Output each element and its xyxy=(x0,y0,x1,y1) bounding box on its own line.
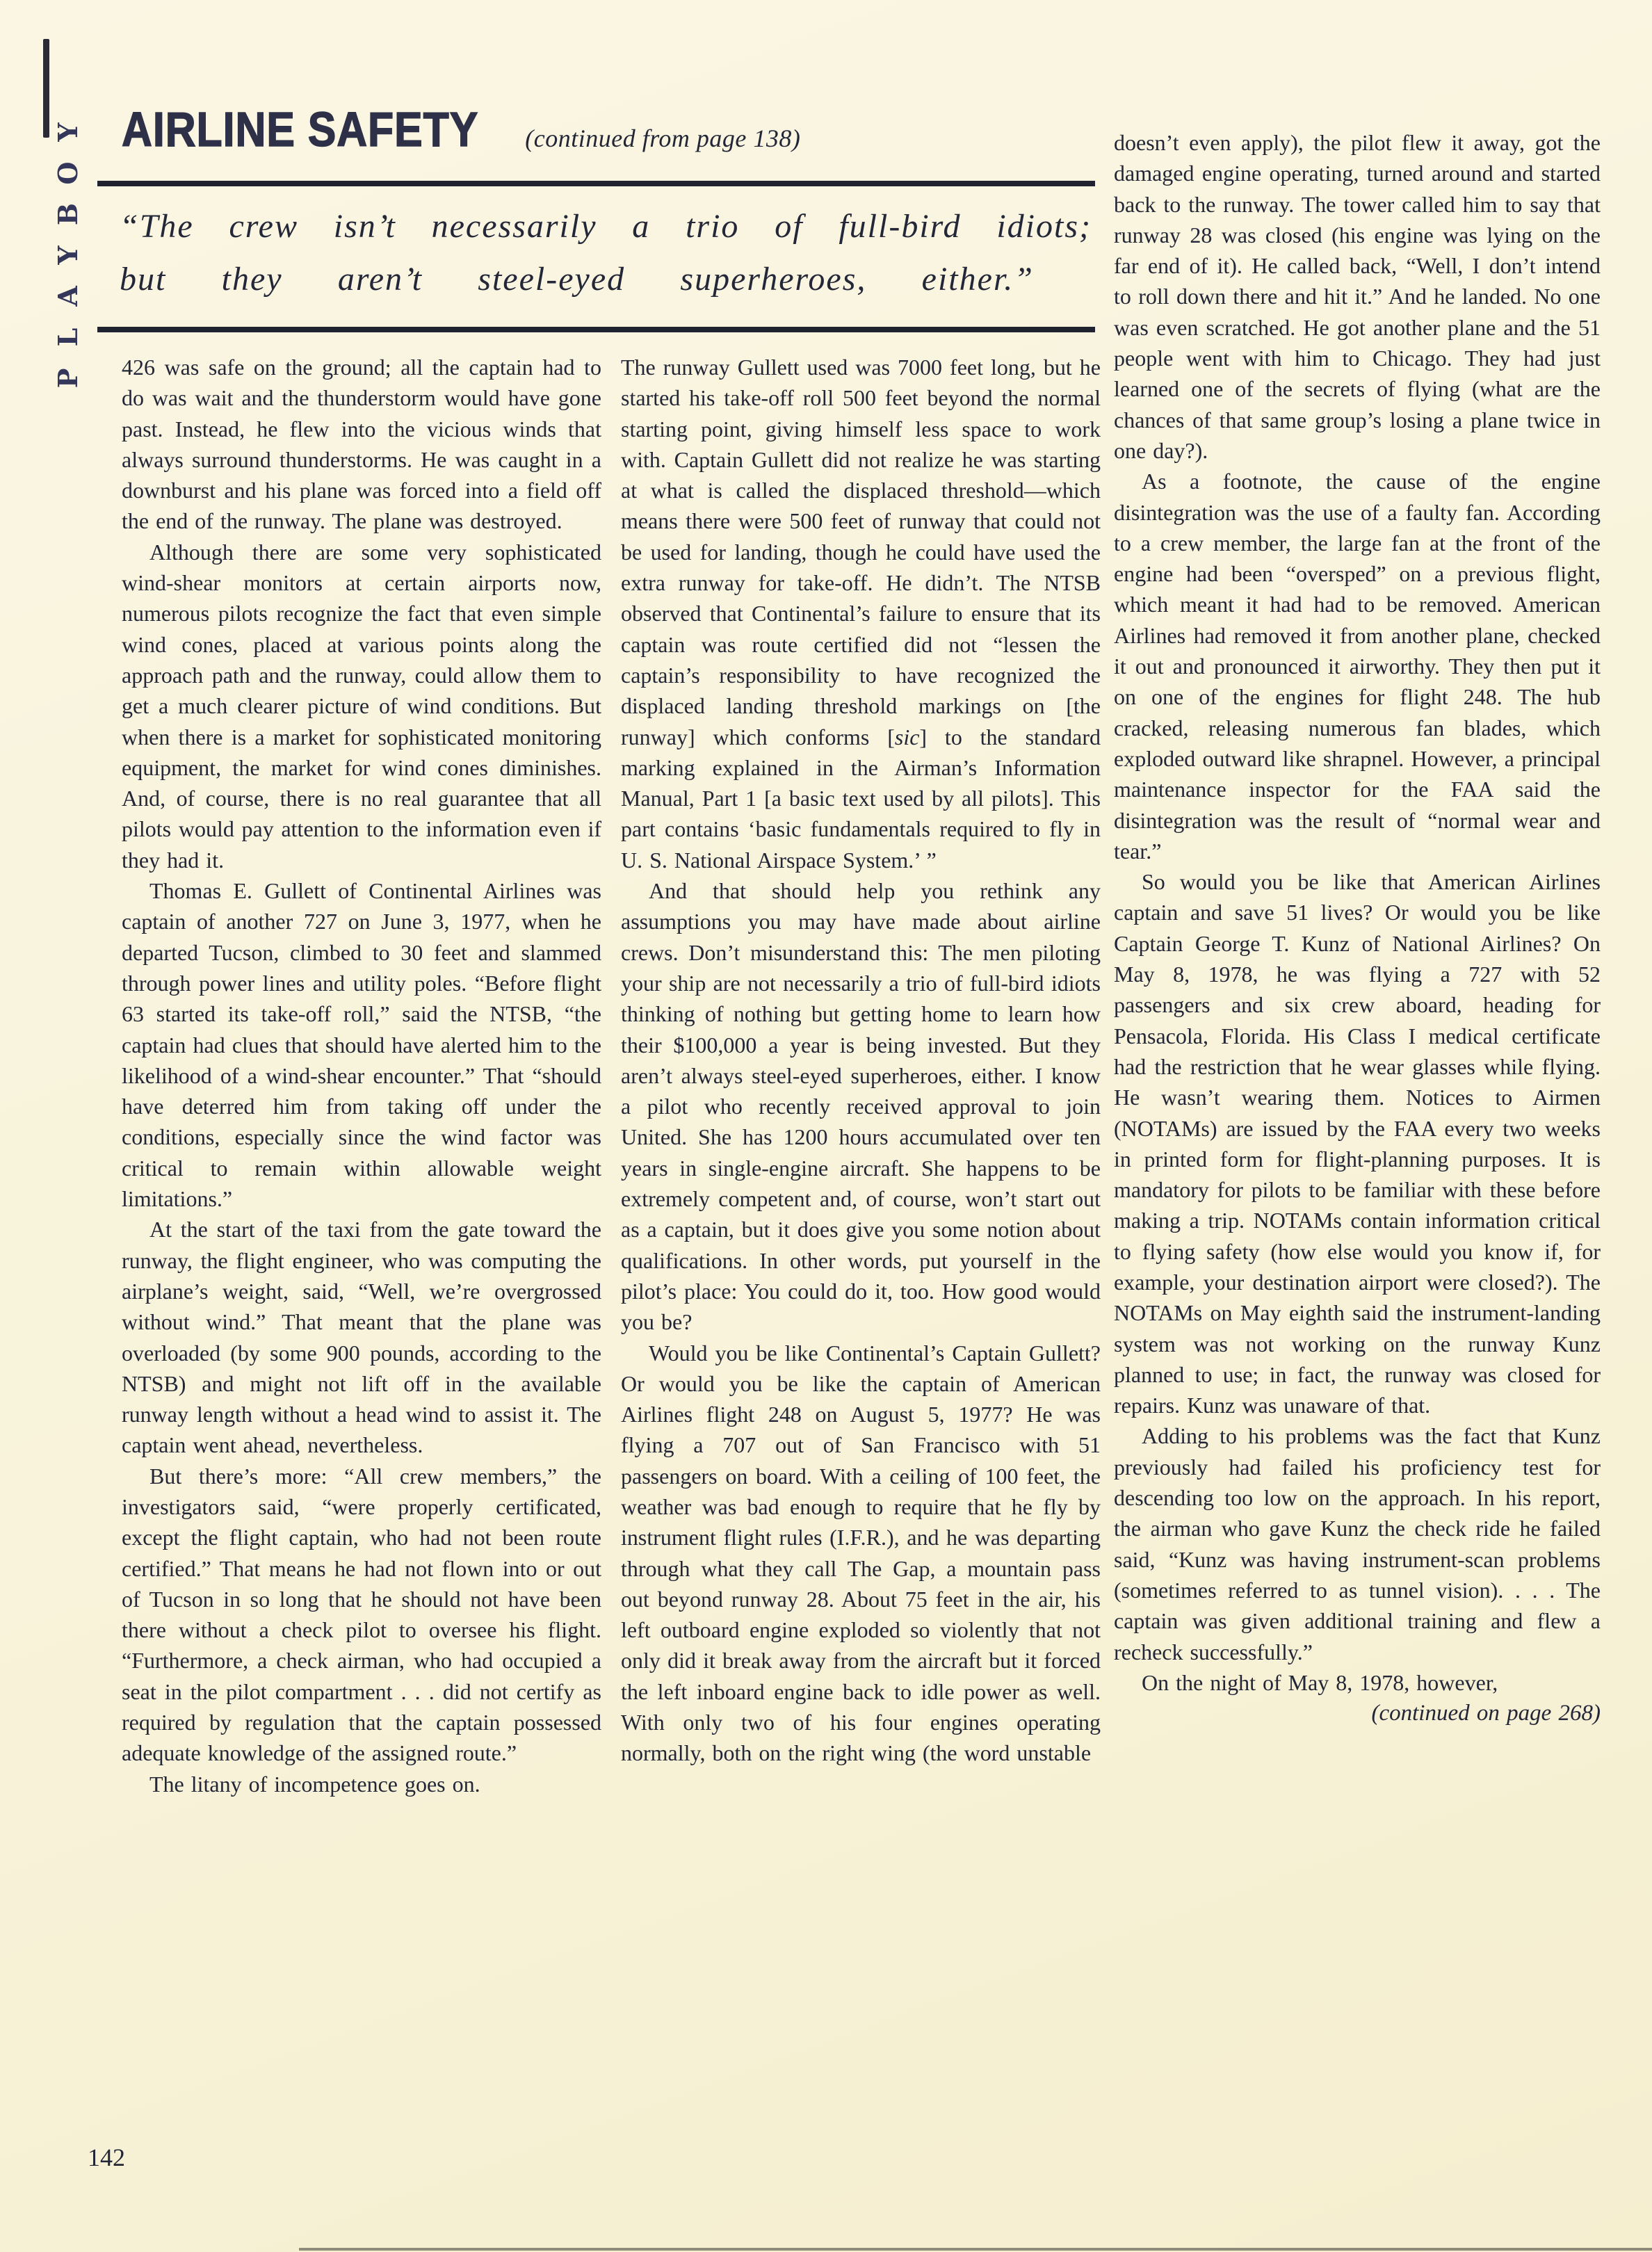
paragraph xyxy=(1114,1667,1601,1698)
text-column-1 xyxy=(122,352,601,1799)
paragraph xyxy=(122,352,601,537)
spine-letter: Y xyxy=(52,245,83,265)
pull-quote xyxy=(120,200,1092,306)
paragraph xyxy=(1114,866,1601,1420)
horizontal-rule-bottom xyxy=(97,327,1095,332)
paragraph xyxy=(621,352,1101,875)
spine-letter: B xyxy=(52,202,83,226)
spine-letter: Y xyxy=(52,122,83,142)
text-run: ] to the standard marking explained in the Airman’s Information Manual, Part 1 [a basic text used by all pilots]. This part contains ‘basic fundamentals required to fly in U. S. National Airspace System.’ ” xyxy=(621,724,1101,873)
paragraph xyxy=(621,1338,1101,1769)
text-run: The litany of incompetence goes on. xyxy=(149,1771,480,1797)
paragraph xyxy=(122,1769,601,1799)
text-column-2 xyxy=(621,352,1101,1769)
pull-quote-line-2: but they aren’t steel-eyed superheroes, either.” xyxy=(120,261,1034,298)
paragraph xyxy=(122,875,601,1214)
italic-text-run: (continued on page 268) xyxy=(1371,1701,1601,1726)
paragraph xyxy=(621,875,1101,1337)
text-run: Adding to his problems was the fact that Kunz previously had failed his proficiency test for descending too low on the approach. In his report, the airman who gave Kunz the check ride he failed said, “Kunz was having instrument-scan problems (sometimes referred to as tunnel vision). . . . The captain was given additional training and flew a recheck successfully.” xyxy=(1114,1423,1601,1664)
article-title: AIRLINE SAFETY xyxy=(122,102,479,156)
spine-letter: A xyxy=(52,286,83,307)
text-run: As a footnote, the cause of the engine disintegration was the use of a faulty fan. According to a crew member, the large fan at the front of the engine had been “oversped” on a previous flight, which meant it had had to be removed. American Airlines had removed it from another plane, checked it out and pronounced it airworthy. They then put it on one of the engines for flight 248. The hub cracked, releasing numerous fan blades, which exploded outward like shrapnel. However, a principal maintenance inspector for the FAA said the disintegration was the result of “normal wear and tear.” xyxy=(1114,469,1601,864)
horizontal-rule-top xyxy=(97,181,1095,186)
spine-letter: O xyxy=(52,161,83,185)
text-run: So would you be like that American Airlines captain and save 51 lives? Or would you be like Captain George T. Kunz of National Airlines? On May 8, 1978, he was flying a 727 with 52 passengers and six crew aboard, heading for Pensacola, Florida. His Class I medical certificate had the restriction that he wear glasses while flying. He wasn’t wearing them. Notices to Airmen (NOTAMs) are issued by the FAA every two weeks in printed form for flight-planning purposes. It is mandatory for pilots to be familiar with these before making a trip. NOTAMs contain information critical to flying safety (how else would you know if, for example, your destination airport were closed?). The NOTAMs on May eighth said the instrument-landing system was not working on the runway Kunz planned to use; in fact, the runway was closed for repairs. Kunz was unaware of that. xyxy=(1114,869,1601,1418)
article-header xyxy=(122,102,1095,157)
italic-text-run: sic xyxy=(894,724,920,750)
spine-letter: L xyxy=(52,327,83,347)
pull-quote-line-1: “The crew isn’t necessarily a trio of full-bird idiots; xyxy=(120,208,1092,245)
text-run: Although there are some very sophisticated wind-shear monitors at certain airports now, numerous pilots recognize the fact that even simple wind cones, placed at various points along the approach path and the runway, could allow them to get a much clearer picture of wind conditions. But when there is a market for sophisticated monitoring equipment, the market for wind cones diminishes. And, of course, there is no real guarantee that all pilots would pay attention to the information even if they had it. xyxy=(122,539,601,873)
scan-artifact xyxy=(299,2248,1652,2251)
page-number: 142 xyxy=(88,2144,125,2171)
continued-from-note: (continued from page 138) xyxy=(525,124,801,152)
text-run: Would you be like Continental’s Captain Gullett? Or would you be like the captain of American Airlines flight 248 on August 5, 1977? He was flying a 707 out of San Francisco with 51 passengers on board. With a ceiling of 100 feet, the weather was bad enough to require that he fly by instrument flight rules (I.F.R.), and he was departing through what they call The Gap, a mountain pass out beyond runway 28. About 75 feet in the air, his left outboard engine exploded so violently that not only did it break away from the aircraft but it forced the left inboard engine back to idle power as well. With only two of his four engines operating normally, both on the right wing (the word unstable xyxy=(621,1340,1101,1766)
text-run: On the night of May 8, 1978, however, xyxy=(1142,1669,1498,1695)
text-column-3 xyxy=(1114,127,1601,1728)
paragraph xyxy=(122,537,601,875)
paragraph xyxy=(122,1461,601,1769)
paragraph xyxy=(1114,1698,1601,1728)
text-run: And that should help you rethink any assumptions you may have made about airline crews. Don’t misunderstand this: The men piloting your ship are not necessarily a trio of full-bird idiots thinking of nothing but getting home to learn how their $100,000 a year is being invested. But they aren’t always steel-eyed superheroes, either. I know a pilot who recently received approval to join United. She has 1200 hours accumulated over ten years in single-engine aircraft. She happens to be extremely competent and, of course, won’t start out as a captain, but it does give you some notion about qualifications. In other words, put yourself in the pilot’s place: You could do it, too. How good would you be? xyxy=(621,878,1101,1335)
paragraph xyxy=(1114,127,1601,466)
text-run: At the start of the taxi from the gate toward the runway, the flight engineer, who was computing the airplane’s weight, said, “Well, we’re overgrossed without wind.” That meant that the plane was overloaded (by some 900 pounds, according to the NTSB) and might not lift off in the available runway length without a head wind to assist it. The captain went ahead, nevertheless. xyxy=(122,1217,601,1458)
paragraph xyxy=(122,1214,601,1460)
text-run: doesn’t even apply), the pilot flew it away, got the damaged engine operating, turned around and started back to the runway. The tower called him to say that runway 28 was closed (his engine was lying on the far end of it). He called back, “Well, I don’t intend to roll down there and hit it.” And he landed. No one was even scratched. He got another plane and the 51 people went with him to Chicago. They had just learned one of the secrets of flying (what are the chances of that same group’s losing a plane twice in one day?). xyxy=(1114,130,1601,463)
spine-letter: P xyxy=(52,368,83,389)
text-run: The runway Gullett used was 7000 feet long, but he started his take-off roll 500 feet beyond the normal starting point, giving himself less space to work with. Captain Gullett did not realize he was starting at what is called the displaced threshold—which means there were 500 feet of runway that could not be used for landing, though he could have used the extra runway for take-off. He didn’t. The NTSB observed that Continental’s failure to ensure that its captain was route certified did not “lessen the captain’s responsibility to have recognized the displaced landing threshold markings on [the runway] which conforms [ xyxy=(621,355,1101,750)
text-run: But there’s more: “All crew members,” the investigators said, “were properly certificated, except the flight captain, who had not been route certified.” That means he had not flown into or out of Tucson in so long that he should not have been there without a check pilot to oversee his flight. “Furthermore, a check airman, who had occupied a seat in the pilot compartment . . . did not certify as required by regulation that the captain possessed adequate knowledge of the assigned route.” xyxy=(122,1463,601,1766)
paragraph xyxy=(1114,466,1601,866)
paragraph xyxy=(1114,1420,1601,1667)
magazine-spine-text xyxy=(47,117,89,394)
text-run: 426 was safe on the ground; all the captain had to do was wait and the thunderstorm would have gone past. Instead, he flew into the vicious winds that always surround thunderstorms. He was caught in a downburst and his plane was forced into a field off the end of the runway. The plane was destroyed. xyxy=(122,355,601,534)
text-run: Thomas E. Gullett of Continental Airlines was captain of another 727 on June 3, 1977, when he departed Tucson, climbed to 30 feet and slammed through power lines and utility poles. “Before flight 63 started its take-off roll,” said the NTSB, “the captain had clues that should have alerted him to the likelihood of a wind-shear encounter.” That “should have deterred him from taking off under the conditions, especially since the wind factor was critical to remain within allowable weight limitations.” xyxy=(122,878,601,1212)
